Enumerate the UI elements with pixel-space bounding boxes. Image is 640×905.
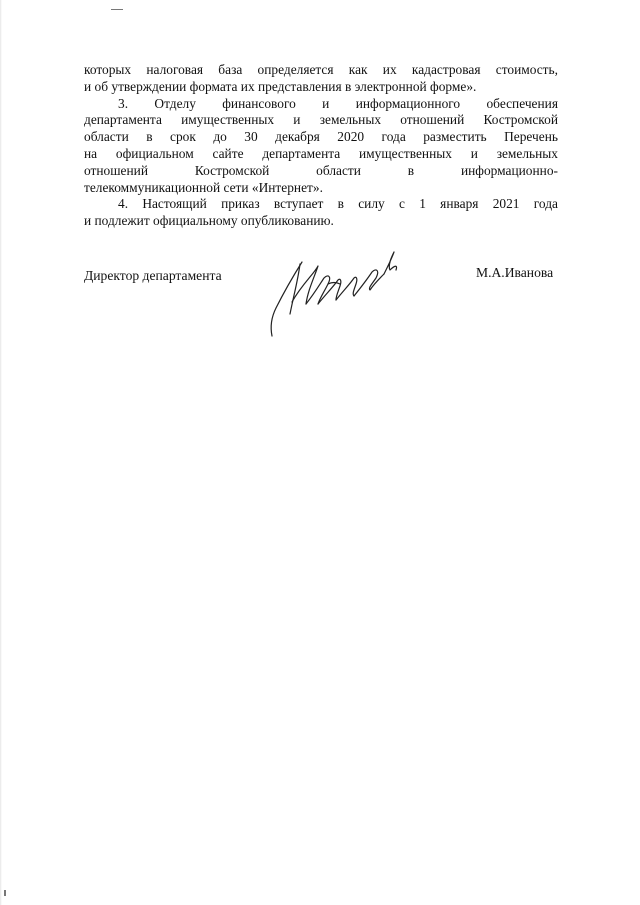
text-line-9: 4. Настоящий приказ вступает в силу с 1 января 2021 года	[118, 196, 558, 212]
signatory-name: М.А.Иванова	[476, 265, 554, 280]
text-line-10: и подлежит официальному опубликованию.	[84, 213, 334, 229]
scan-left-edge	[0, 0, 2, 905]
text-line-2: и об утверждении формата их представления в электронной форме».	[84, 78, 477, 94]
text-line-1: которых налоговая база определяется как их кадастровая стоимость,	[84, 62, 558, 77]
scan-mark-top	[111, 9, 123, 10]
handwritten-signature	[262, 244, 412, 340]
signatory-title: Директор департамента	[84, 268, 222, 283]
document-body	[84, 62, 558, 230]
text-line-3: 3. Отделу финансового и информационного обеспечения	[118, 95, 558, 111]
text-line-5: области в срок до 30 декабря 2020 года разместить Перечень	[84, 129, 558, 145]
text-line-8: телекоммуникационной сети «Интернет».	[84, 179, 323, 195]
text-line-4: департамента имущественных и земельных отношений Костромской	[84, 112, 558, 128]
scan-mark-bottom	[4, 890, 6, 896]
text-line-6: на официальном сайте департамента имущественных и земельных	[84, 145, 558, 161]
text-line-7: отношений Костромской области в информационно-	[84, 162, 558, 178]
